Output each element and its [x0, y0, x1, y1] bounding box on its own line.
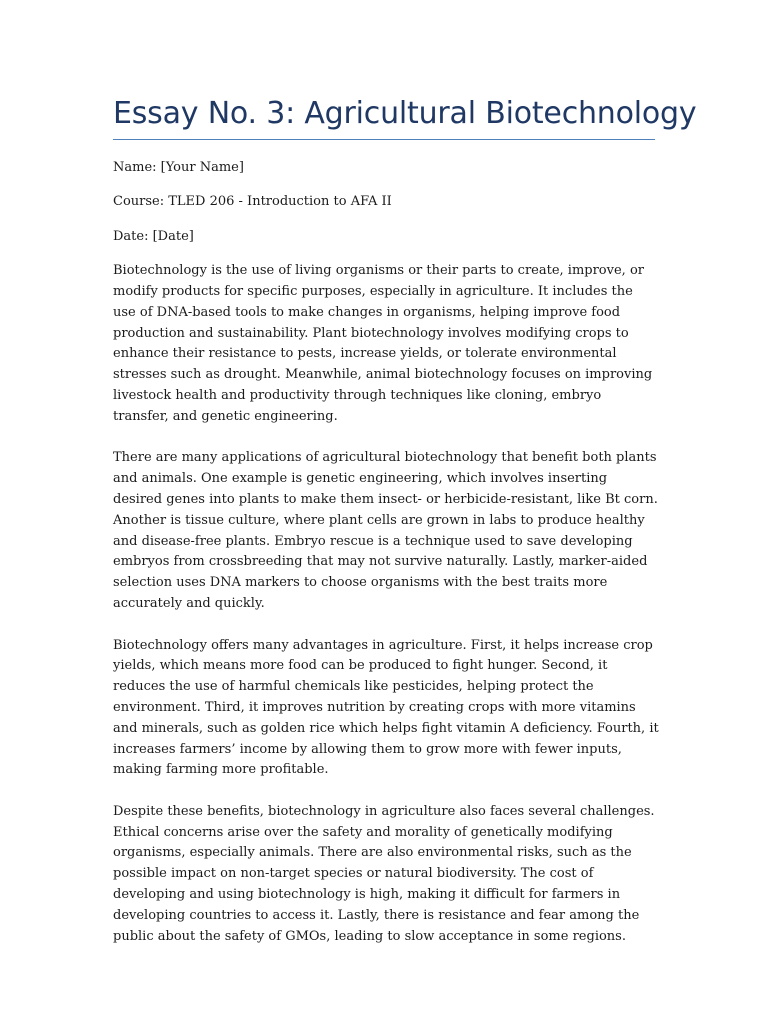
document-title: Essay No. 3: Agricultural Biotechnology: [113, 96, 697, 131]
paragraph-applications: There are many applications of agricultural biotechnology that benefit both plants and animals. One example is genetic engineering, which involves inserting desired genes into plants to make them insect- or herbicide-resistant, like Bt corn. Another is tissue culture, where plant cells are grown in labs to produce healthy and disease-free plants. Embryo rescue is a technique used to save developing embryos from crossbreeding that may not survive naturally. Lastly, marker-aided selection uses DNA markers to choose organisms with the best traits more accurately and quickly.: [113, 450, 658, 611]
course-line: Course: TLED 206 - Introduction to AFA II: [113, 194, 392, 210]
paragraph-definition: Biotechnology is the use of living organisms or their parts to create, improve, or modify products for specific purposes, especially in agriculture. It includes the use of DNA-based tools to make changes in organisms, helping improve food production and sustainability. Plant biotechnology involves modifying crops to enhance their resistance to pests, increase yields, or tolerate environmental stresses such as drought. Meanwhile, animal biotechnology focuses on improving livestock health and productivity through techniques like cloning, embryo transfer, and genetic engineering.: [113, 263, 653, 424]
paragraph-challenges: Despite these benefits, biotechnology in agriculture also faces several challenges. Ethical concerns arise over the safety and morality of genetically modifying organisms, especially animals. There are also environmental risks, such as the possible impact on non-target species or natural biodiversity. The cost of developing and using biotechnology is high, making it difficult for farmers in developing countries to access it. Lastly, there is resistance and fear among the public about the safety of GMOs, leading to slow acceptance in some regions.: [113, 803, 655, 944]
document-body: [113, 158, 659, 968]
title-underline-rule: [113, 139, 655, 140]
date-line: Date: [Date]: [113, 228, 194, 244]
paragraph-advantages: Biotechnology offers many advantages in agriculture. First, it helps increase crop yields, which means more food can be produced to fight hunger. Second, it reduces the use of harmful chemicals like pesticides, helping protect the environment. Third, it improves nutrition by creating crops with more vitamins and minerals, such as golden rice which helps fight vitamin A deficiency. Fourth, it increases farmers’ income by allowing them to grow more with fewer inputs, making farming more profitable.: [113, 637, 659, 778]
name-line: Name: [Your Name]: [113, 160, 244, 175]
